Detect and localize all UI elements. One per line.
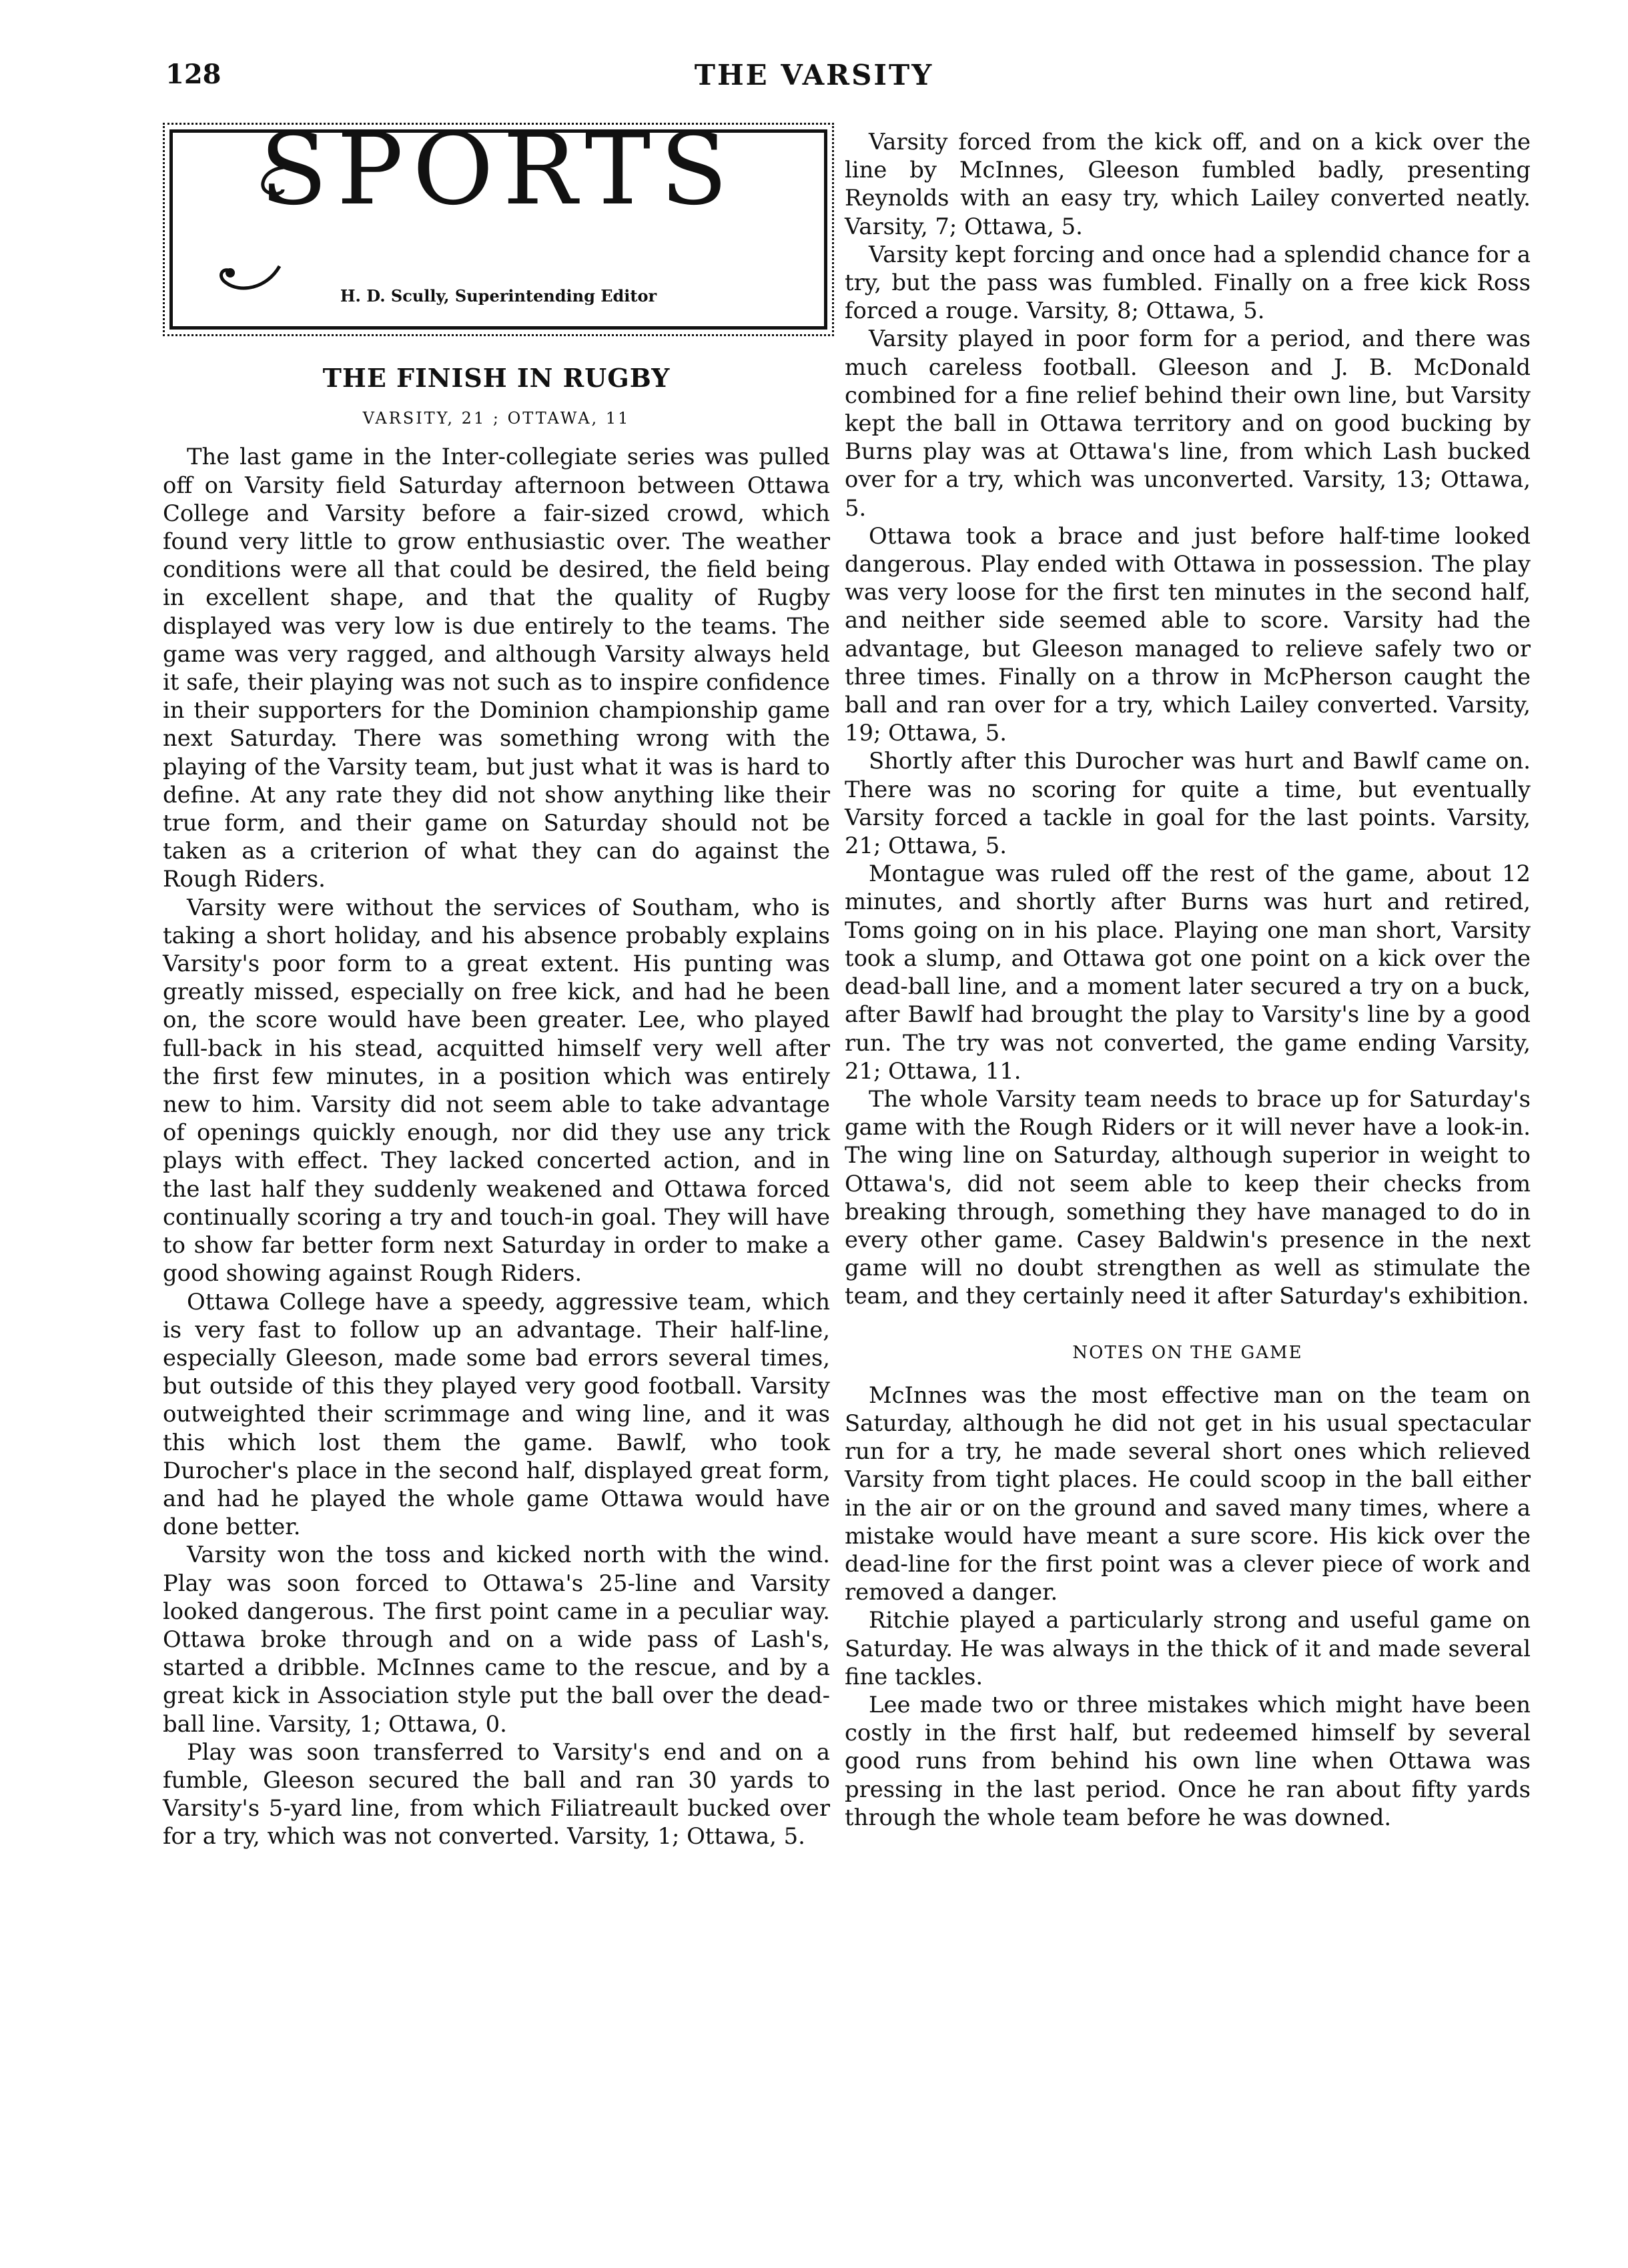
notes-paragraph: McInnes was the most effective man on the team on Saturday, although he did not get in his usual spectacular run for a try, he made several short ones which relieved Varsity from tight places. He could scoop in the ball either in the air or on the ground and saved many times, where a mistake would have meant a sure score. His kick over the dead-line for the first point was a clever piece of work and removed a danger. — [845, 1381, 1531, 1606]
article-paragraph: Varsity were without the services of Southam, who is taking a short holiday, and his absence probably explains Varsity's poor form to a great extent. His punting was greatly missed, especially on free kick, and had he been on, the score would have been greater. Lee, who played full-back in his stead, acquitted himself very well after the first few minutes, in a position which was entirely new to him. Varsity did not seem able to take advantage of openings quickly enough, nor did they use any trick plays with effect. They lacked concerted action, and in the last half they suddenly weakened and Ottawa forced continually scoring a try and touch-in goal. They will have to show far better form next Saturday in order to make a good showing against Rough Riders. — [163, 894, 830, 1287]
right-column — [845, 128, 1531, 1832]
sports-section-banner — [169, 112, 827, 330]
article-paragraph: Ottawa College have a speedy, aggressive team, which is very fast to follow up an advantage. Their half-line, especially Gleeson, made some bad errors several times, but outside of this they played very good football. Varsity outweighted their scrimmage and wing line, and it was this which lost them the game. Bawlf, who took Durocher's place in the second half, displayed great form, and had he played the whole game Ottawa would have done better. — [163, 1288, 830, 1540]
article-paragraph: Varsity kept forcing and once had a splendid chance for a try, but the pass was fumbled. Finally on a free kick Ross forced a rouge. Varsity, 8; Ottawa, 5. — [845, 241, 1531, 324]
article-headline: THE FINISH IN RUGBY — [322, 363, 671, 393]
article-paragraph: Ottawa took a brace and just before half-time looked dangerous. Play ended with Ottawa in possession. The play was very loose for the first ten minutes in the second half, and neither side seemed able to score. Varsity had the advantage, but Gleeson managed to relieve safely two or three times. Finally on a throw in McPherson caught the ball and ran over for a try, which Lailey converted. Varsity, 19; Ottawa, 5. — [845, 522, 1531, 746]
left-column — [163, 112, 830, 1851]
article-paragraph: Varsity forced from the kick off, and on a kick over the line by McInnes, Gleeson fumbled badly, presenting Reynolds with an easy try, which Lailey converted neatly. Varsity, 7; Ottawa, 5. — [845, 129, 1531, 239]
notes-paragraph: Ritchie played a particularly strong and useful game on Saturday. He was always in the thick of it and made several fine tackles. — [845, 1607, 1531, 1690]
notes-paragraph: Lee made two or three mistakes which might have been costly in the first half, but redeemed himself by several good runs from behind his own line when Ottawa was pressing in the last period. Once he ran about fifty yards through the whole team before he was downed. — [845, 1691, 1531, 1830]
section-title: SPORTS — [260, 112, 737, 227]
article-paragraph: The whole Varsity team needs to brace up for Saturday's game with the Rough Riders or it will never have a look-in. The wing line on Saturday, although superior in weight to Ottawa's, did not seem able to keep their checks from breaking through, something they have managed to do in every other game. Casey Baldwin's presence in the next game will no doubt strengthen as well as stimulate the team, and they certainly need it after Saturday's exhibition. — [845, 1085, 1531, 1309]
notes-heading: NOTES ON THE GAME — [1072, 1342, 1303, 1363]
article-paragraph: Varsity played in poor form for a period, and there was much careless football. Gleeson and J. B. McDonald combined for a fine relief behind their own line, but Varsity kept the ball in Ottawa territory and on good bucking by Burns play was at Ottawa's line, from which Lash bucked over for a try, which was unconverted. Varsity, 13; Ottawa, 5. — [845, 326, 1531, 521]
article-paragraph: Montague was ruled off the rest of the game, about 12 minutes, and shortly after Burns was hurt and retired, Toms going on in his place. Playing one man short, Varsity took a slump, and Ottawa got one point on a kick over the dead-ball line, and a moment later secured a try on a buck, after Bawlf had brought the play to Varsity's line by a good run. The try was not converted, the game ending Varsity, 21; Ottawa, 11. — [845, 861, 1531, 1084]
running-head: THE VARSITY — [694, 59, 934, 91]
article-paragraph: Shortly after this Durocher was hurt and Bawlf came on. There was no scoring for quite a time, but eventually Varsity forced a tackle in goal for the last points. Varsity, 21; Ottawa, 5. — [845, 748, 1531, 859]
article-score-line: VARSITY, 21 ; OTTAWA, 11 — [362, 409, 631, 428]
article-paragraph: The last game in the Inter-collegiate series was pulled off on Varsity field Saturday afternoon between Ottawa College and Varsity before a fair-sized crowd, which found very little to grow enthusiastic over. The weather conditions were all that could be desired, the field being in excellent shape, and that the quality of Rugby displayed was very low is due entirely to the teams. The game was very ragged, and although Varsity always held it safe, their playing was not such as to inspire confidence in their supporters for the Dominion championship game next Saturday. There was something wrong with the playing of the Varsity team, but just what it was is hard to define. At any rate they did not show anything like their true form, and their game on Saturday should not be taken as a criterion of what they can do against the Rough Riders. — [163, 444, 830, 893]
section-editor: H. D. Scully, Superintending Editor — [340, 286, 657, 306]
page-number: 128 — [165, 59, 222, 90]
article-paragraph: Play was soon transferred to Varsity's end and on a fumble, Gleeson secured the ball and ran 30 yards to Varsity's 5-yard line, from which Filiatreault bucked over for a try, which was not converted. Varsity, 1; Ottawa, 5. — [163, 1738, 830, 1850]
article-paragraph: Varsity won the toss and kicked north with the wind. Play was soon forced to Ottawa's 25-line and Varsity looked dangerous. The first point came in a peculiar way. Ottawa broke through and on a wide pass of Lash's, started a dribble. McInnes came to the rescue, and by a great kick in Association style put the ball over the dead-ball line. Varsity, 1; Ottawa, 0. — [163, 1542, 830, 1737]
